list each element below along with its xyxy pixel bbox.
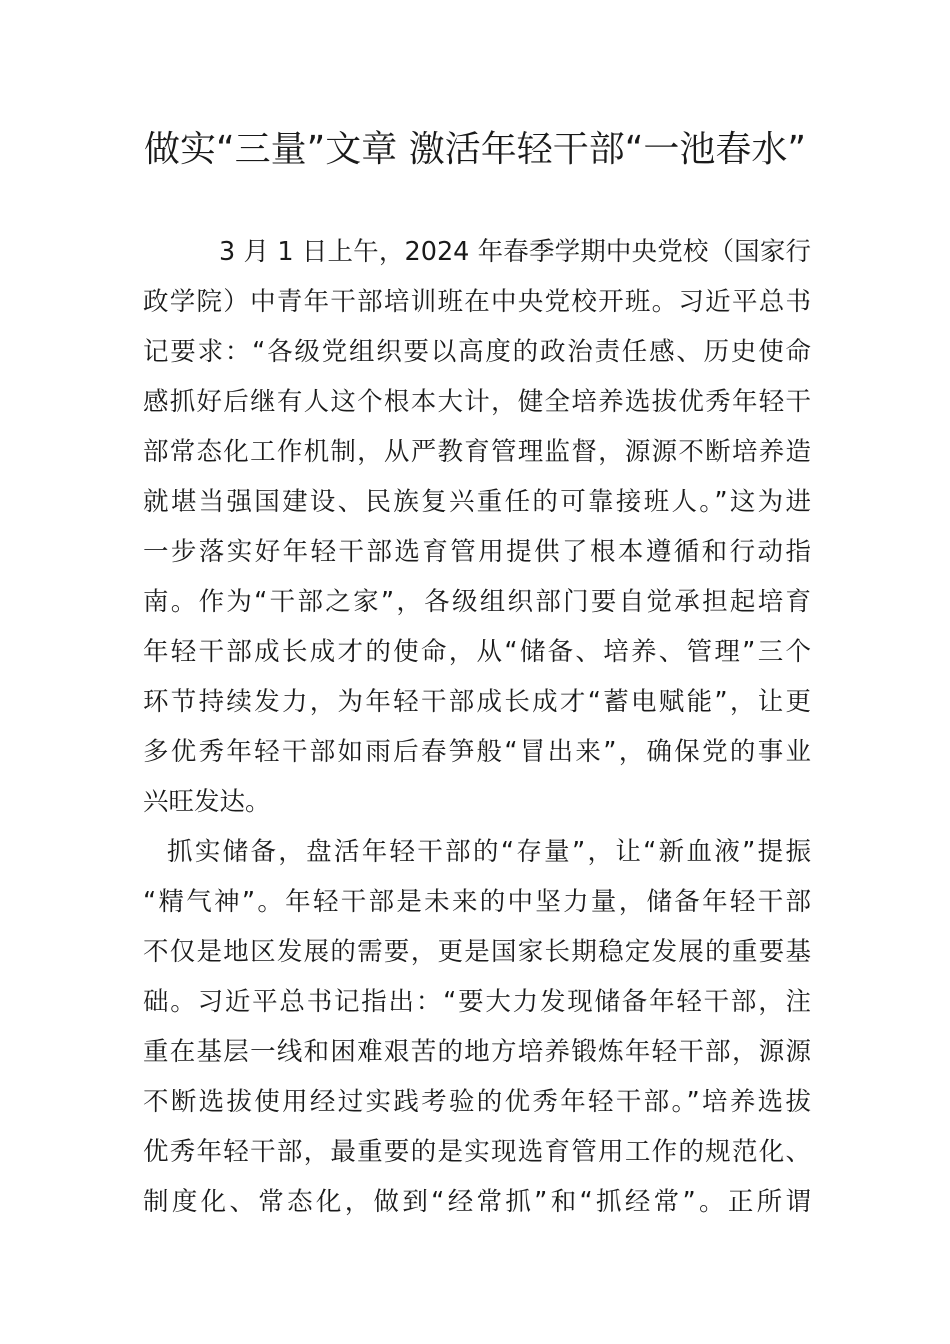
text-line: 年轻干部成长成才的使命，从“储备、培养、管理”三个 bbox=[143, 637, 811, 667]
document-title: 做实“三量”文章 激活年轻干部“一池春水” bbox=[143, 129, 807, 170]
text-line: 兴旺发达。 bbox=[143, 787, 271, 817]
text-line: 南。作为“干部之家”，各级组织部门要自觉承担起培育 bbox=[143, 587, 811, 617]
text-line: 就堪当强国建设、民族复兴重任的可靠接班人。”这为进 bbox=[143, 487, 811, 517]
text-line: 抓实储备，盘活年轻干部的“存量”，让“新血液”提振 bbox=[167, 837, 811, 867]
text-line: 础。习近平总书记指出：“要大力发现储备年轻干部，注 bbox=[143, 987, 811, 1017]
text-line: 优秀年轻干部，最重要的是实现选育管用工作的规范化、 bbox=[143, 1137, 811, 1167]
paragraph-1 bbox=[143, 227, 811, 827]
text-line: 不仅是地区发展的需要，更是国家长期稳定发展的重要基 bbox=[143, 937, 811, 967]
text-line: 部常态化工作机制，从严教育管理监督，源源不断培养造 bbox=[143, 437, 811, 467]
text-line: 3 月 1 日上午，2024 年春季学期中央党校（国家行 bbox=[219, 237, 811, 267]
text-line: 政学院）中青年干部培训班在中央党校开班。习近平总书 bbox=[143, 287, 811, 317]
text-line: 感抓好后继有人这个根本大计，健全培养选拔优秀年轻干 bbox=[143, 387, 811, 417]
document-body bbox=[143, 227, 811, 1227]
text-line: 多优秀年轻干部如雨后春笋般“冒出来”，确保党的事业 bbox=[143, 737, 811, 767]
paragraph-2 bbox=[143, 827, 811, 1227]
text-line: 重在基层一线和困难艰苦的地方培养锻炼年轻干部，源源 bbox=[143, 1037, 811, 1067]
text-line: 记要求：“各级党组织要以高度的政治责任感、历史使命 bbox=[143, 337, 811, 367]
text-line: 制度化、常态化，做到“经常抓”和“抓经常”。正所谓 bbox=[143, 1187, 811, 1217]
text-line: “精气神”。年轻干部是未来的中坚力量，储备年轻干部 bbox=[143, 887, 811, 917]
text-line: 环节持续发力，为年轻干部成长成才“蓄电赋能”，让更 bbox=[143, 687, 811, 717]
text-line: 一步落实好年轻干部选育管用提供了根本遵循和行动指 bbox=[143, 537, 811, 567]
text-line: 不断选拔使用经过实践考验的优秀年轻干部。”培养选拔 bbox=[143, 1087, 811, 1117]
